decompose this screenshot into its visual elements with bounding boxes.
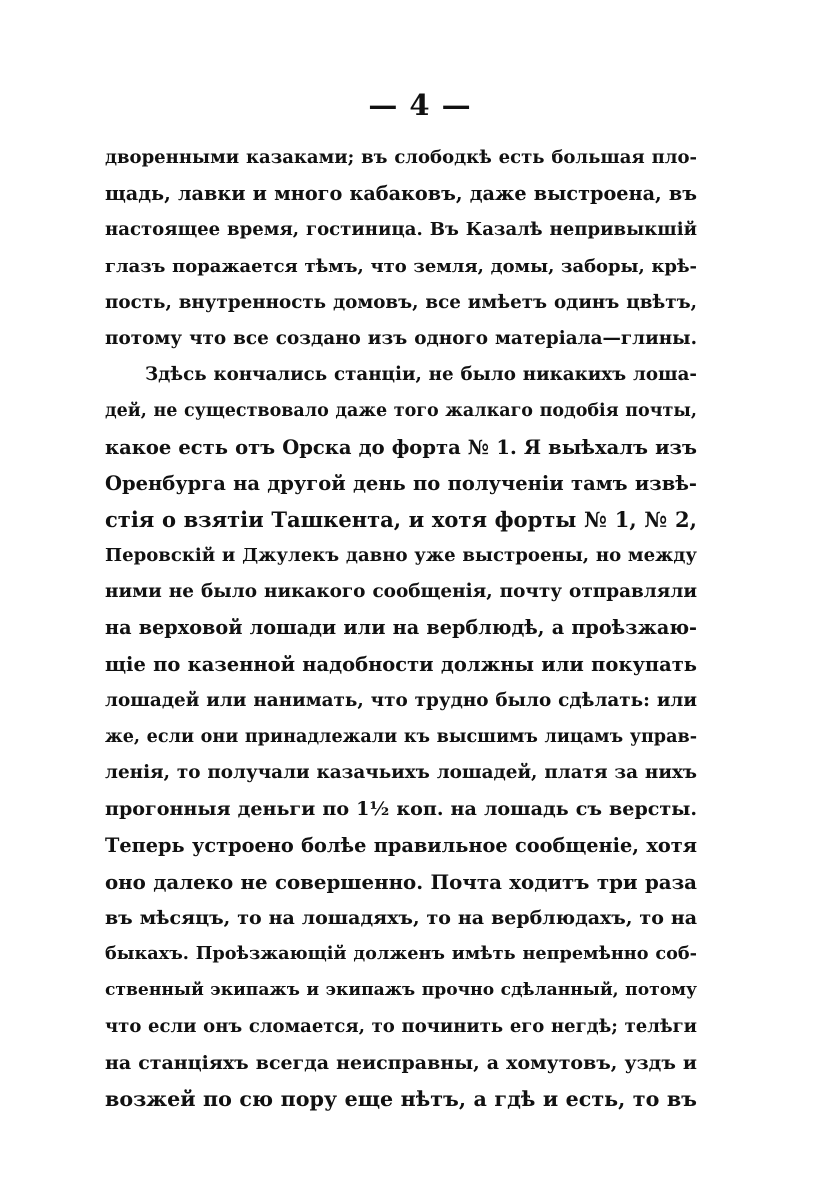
text-line: какое есть отъ Орска до форта № 1. Я выѣхалъ изъ: [105, 435, 697, 459]
text-line: на верховой лошади или на верблюдѣ, а проѣзжаю-: [105, 616, 697, 640]
text-line: дворенными казаками; въ слободкѣ есть большая пло-: [105, 147, 697, 168]
text-line: щіе по казенной надобности должны или покупать: [105, 652, 697, 676]
text-line: на станціяхъ всегда неисправны, а хомутовъ, уздъ и: [105, 1051, 697, 1074]
text-line: дей, не существовало даже того жалкаго подобія почты,: [105, 401, 697, 422]
text-line: потому что все создано изъ одного матеріала—глины.: [105, 327, 697, 349]
text-line: ственный экипажъ и экипажъ прочно сдѣланный, потому: [105, 980, 697, 1001]
text-line: настоящее время, гостиница. Въ Казалѣ непривыкшій: [105, 219, 697, 241]
text-line: что если онъ сломается, то починить его негдѣ; телѣги: [105, 1015, 697, 1037]
text-line: стія о взятіи Ташкента, и хотя форты № 1, № 2,: [105, 506, 697, 532]
text-line: пость, внутренность домовъ, все имѣетъ одинъ цвѣтъ,: [105, 291, 697, 313]
text-line: оно далеко не совершенно. Почта ходитъ три раза: [105, 869, 697, 894]
page-text-body: [105, 140, 697, 1117]
text-line: въ мѣсяцъ, то на лошадяхъ, то на верблюдахъ, то на: [105, 906, 697, 929]
text-line: глазъ поражается тѣмъ, что земля, домы, заборы, крѣ-: [105, 255, 697, 277]
text-line: лошадей или нанимать, что трудно было сдѣлать: или: [105, 689, 697, 711]
page-number: — 4 —: [368, 88, 472, 122]
text-line: возжей по сю пору еще нѣтъ, а гдѣ и есть, то въ: [105, 1086, 697, 1111]
text-line: щадь, лавки и много кабаковъ, даже выстроена, въ: [105, 182, 697, 206]
text-line: Теперь устроено болѣе правильное сообщеніе, хотя: [105, 833, 697, 857]
text-line: Перовскій и Джулекъ давно уже выстроены, но между: [105, 545, 697, 567]
text-line: Оренбурга на другой день по полученіи тамъ извѣ-: [105, 471, 697, 495]
paragraph-start-line: Здѣсь кончались станціи, не было никакихъ лоша-: [145, 364, 697, 386]
text-line: ними не было никакого сообщенія, почту отправляли: [105, 581, 697, 603]
text-line: же, если они принадлежали къ высшимъ лицамъ управ-: [105, 726, 697, 747]
text-line: прогонныя деньги по 1½ коп. на лошадь съ версты.: [105, 797, 697, 821]
text-line: ленія, то получали казачьихъ лошадей, платя за нихъ: [105, 762, 697, 784]
text-line: быкахъ. Проѣзжающій долженъ имѣть непремѣнно соб-: [105, 943, 697, 965]
